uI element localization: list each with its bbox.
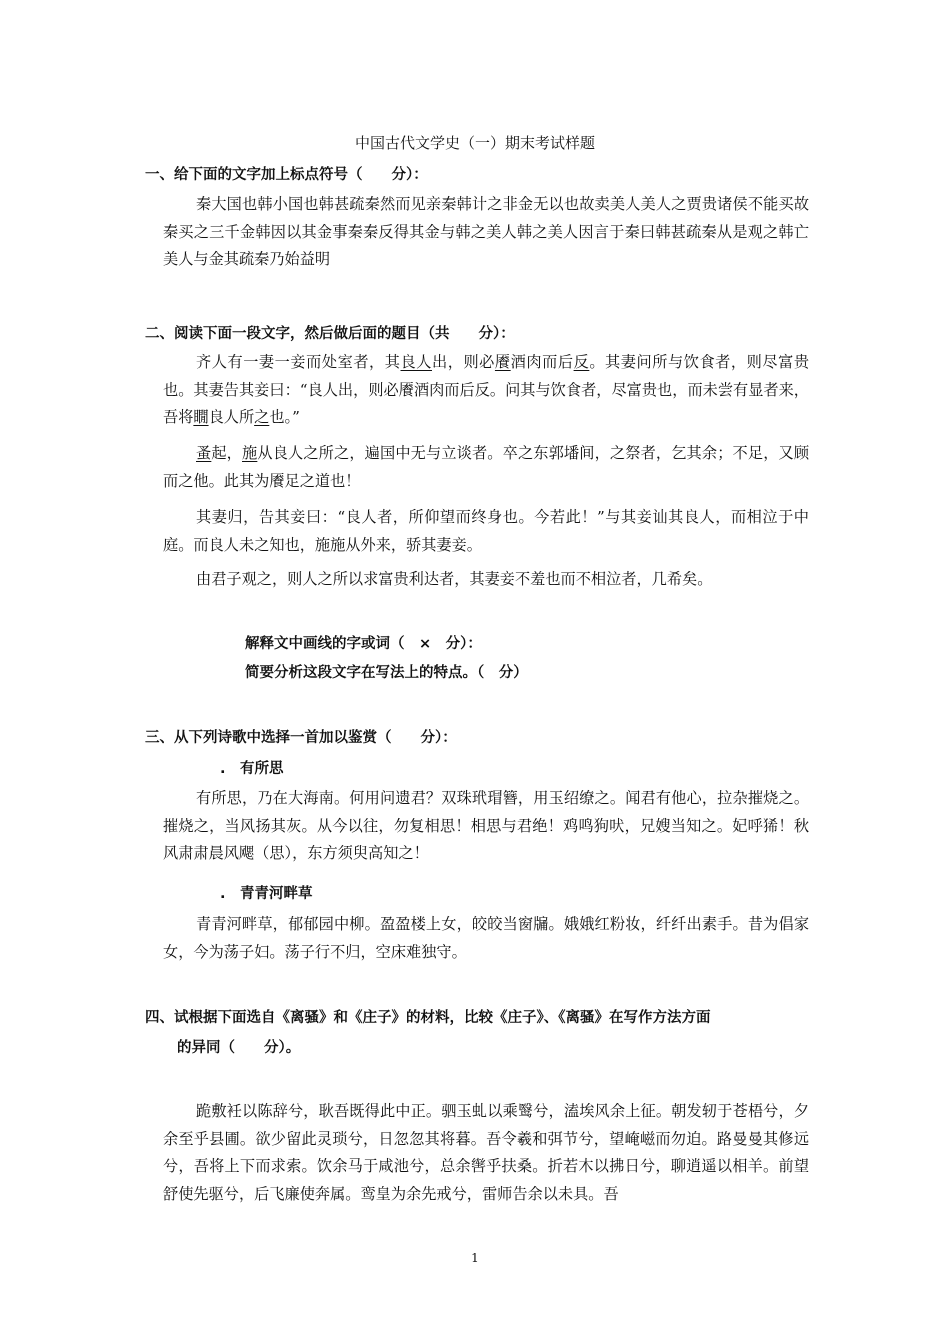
text-span: 也。”: [269, 408, 300, 427]
poem-2-text: 青青河畔草，郁郁园中柳。盈盈楼上女，皎皎当窗牖。娥娥红粉妆，纤纤出素手。昔为倡家女，今为荡子妇。荡子行不归，空床难独守。: [163, 915, 809, 961]
q4-heading: [145, 1003, 810, 1063]
poem-1-title: . 有所思: [220, 761, 284, 777]
q2-subquestion-2: 简要分析这段文字在写法上的特点。（ 分）: [245, 665, 528, 681]
text-span: 良人所: [208, 408, 255, 427]
underlined-word: 良人: [400, 353, 432, 371]
q4-heading-line-2: 的异同（ 分）。: [177, 1040, 301, 1056]
q3-heading: 三、从下列诗歌中选择一首加以鉴赏（ 分）：: [145, 730, 457, 746]
document-title: 中国古代文学史（一）期末考试样题: [354, 134, 595, 152]
q2-subquestion-1: 解释文中画线的字或词（ × 分）：: [245, 636, 482, 652]
poem-1-text: 有所思，乃在大海南。何用问遗君？双珠玳瑁簪，用玉绍缭之。闻君有他心，拉杂摧烧之。摧烧之，当风扬其灰。从今以往，勿复相思！相思与君绝！鸡鸣狗吠，兄嫂当知之。妃呼狶！秋风肃肃晨风飔（思），东方须臾高知之！: [163, 789, 809, 863]
text-span: 出，则必: [431, 353, 495, 371]
underlined-word: 餍: [494, 353, 511, 371]
text-span: 齐人有一妻一妾而处室者，其: [196, 353, 401, 371]
underlined-word: 之: [254, 408, 270, 427]
underlined-word: 反: [573, 353, 590, 371]
page-number: 1: [471, 1251, 479, 1265]
q2-paragraph-2: [163, 440, 809, 495]
underlined-word: 施: [242, 444, 258, 462]
q2-heading: 二、阅读下面一段文字，然后做后面的题目（共 分）：: [145, 326, 515, 342]
underlined-word: 瞯: [193, 408, 209, 427]
text-span: 起，: [211, 444, 243, 462]
text-span: 从良人之所之，遍国中无与立谈者。卒之东郭墦间，之祭者，乞其余；不足，又顾而之他。此其为餍足之道也！: [163, 444, 810, 490]
q1-heading: 一、给下面的文字加上标点符号（ 分）：: [145, 167, 428, 183]
q1-passage: 秦大国也韩小国也韩甚疏秦然而见亲秦韩计之非金无以也故卖美人美人之贾贵诸侯不能买故秦买之三千金韩因以其金事秦秦反得其金与韩之美人韩之美人因言于秦曰韩甚疏秦从是观之韩亡美人与金其疏秦乃始益明: [163, 195, 809, 269]
q4-heading-line-1: 四、试根据下面选自《离骚》和《庄子》的材料，比较《庄子》、《离骚》在写作方法方面: [145, 1010, 711, 1026]
q2-paragraph-1: [163, 349, 809, 432]
underlined-word: 蚤: [196, 444, 212, 462]
q2-paragraph-4: 由君子观之，则人之所以求富贵利达者，其妻妾不羞也而不相泣者，几希矣。: [196, 570, 713, 588]
text-span: 酒肉而后: [510, 353, 574, 371]
q4-passage: 跪敷衽以陈辞兮，耿吾既得此中正。驷玉虬以乘鹥兮，溘埃风余上征。朝发轫于苍梧兮，夕余至乎县圃。欲少留此灵琐兮，日忽忽其将暮。吾令羲和弭节兮，望崦嵫而勿迫。路曼曼其修远兮，吾将上下而求索。饮余马于咸池兮，总余辔乎扶桑。折若木以拂日兮，聊逍遥以相羊。前望舒使先驱兮，后飞廉使奔属。鸾皇为余先戒兮，雷师告余以未具。吾: [163, 1102, 809, 1203]
text-span: 。其妻问所与饮食者，则尽富贵也。其妻告其妾曰：“良人出，则必餍酒肉而后反。问其与饮食者，尽富贵也，而未尝有显者来，吾将: [163, 353, 810, 427]
q2-paragraph-3: 其妻归，告其妾曰：“良人者，所仰望而终身也。今若此！”与其妾讪其良人，而相泣于中庭。而良人未之知也，施施从外来，骄其妻妾。: [163, 508, 809, 554]
poem-2-title: . 青青河畔草: [220, 886, 313, 902]
